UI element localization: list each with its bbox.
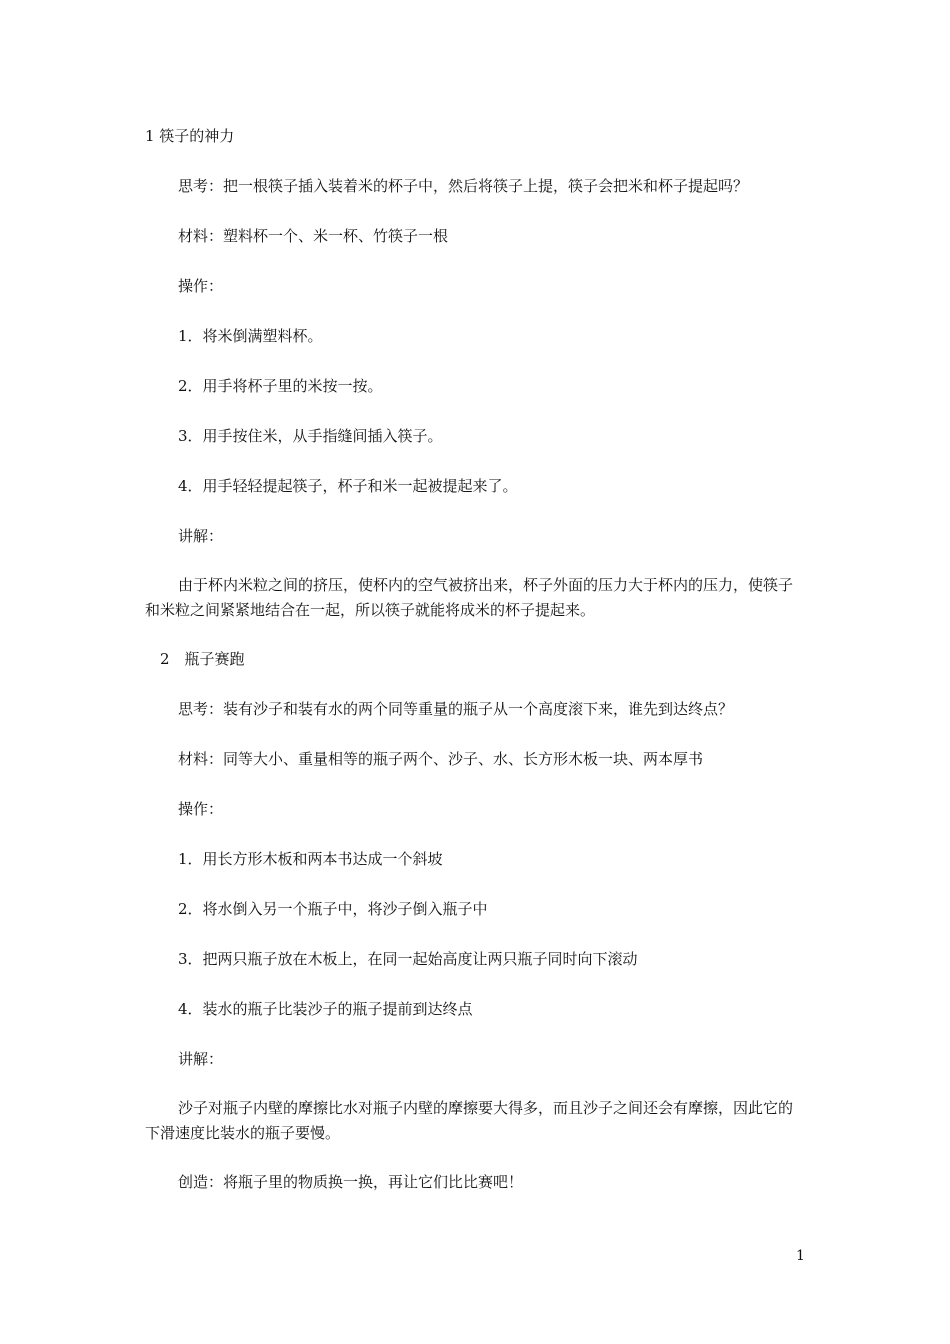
operation-label: 操作： — [178, 277, 224, 295]
step-item: 4．装水的瓶子比装沙子的瓶子提前到达终点 — [178, 1000, 473, 1018]
think-paragraph: 思考：把一根筷子插入装着米的杯子中，然后将筷子上提，筷子会把米和杯子提起吗？ — [178, 177, 749, 195]
explain-label: 讲解： — [178, 1050, 224, 1068]
step-item: 2．将水倒入另一个瓶子中，将沙子倒入瓶子中 — [178, 900, 488, 918]
step-item: 3．把两只瓶子放在木板上，在同一起始高度让两只瓶子同时向下滚动 — [178, 950, 638, 968]
step-item: 4．用手轻轻提起筷子，杯子和米一起被提起来了。 — [178, 477, 518, 495]
page-number: 1 — [796, 1248, 805, 1264]
materials-paragraph: 材料：塑料杯一个、米一杯、竹筷子一根 — [178, 227, 449, 245]
explanation-paragraph: 沙子对瓶子内壁的摩擦比水对瓶子内壁的摩擦要大得多，而且沙子之间还会有摩擦，因此它的下滑速度比装水的瓶子要慢。 — [145, 1099, 794, 1142]
step-item: 3．用手按住米，从手指缝间插入筷子。 — [178, 427, 443, 445]
section-title: 1 筷子的神力 — [145, 127, 235, 145]
section-title: 2 瓶子赛跑 — [160, 650, 245, 668]
explain-label: 讲解： — [178, 527, 224, 545]
operation-label: 操作： — [178, 800, 224, 818]
create-paragraph: 创造：将瓶子里的物质换一换，再让它们比比赛吧！ — [178, 1173, 524, 1191]
explanation-paragraph: 由于杯内米粒之间的挤压，使杯内的空气被挤出来，杯子外面的压力大于杯内的压力，使筷子和米粒之间紧紧地结合在一起，所以筷子就能将成米的杯子提起来。 — [145, 576, 794, 619]
materials-paragraph: 材料：同等大小、重量相等的瓶子两个、沙子、水、长方形木板一块、两本厚书 — [178, 750, 704, 768]
step-item: 2．用手将杯子里的米按一按。 — [178, 377, 383, 395]
step-item: 1．将米倒满塑料杯。 — [178, 327, 323, 345]
step-item: 1．用长方形木板和两本书达成一个斜坡 — [178, 850, 443, 868]
think-paragraph: 思考：装有沙子和装有水的两个同等重量的瓶子从一个高度滚下来，谁先到达终点？ — [178, 700, 734, 718]
